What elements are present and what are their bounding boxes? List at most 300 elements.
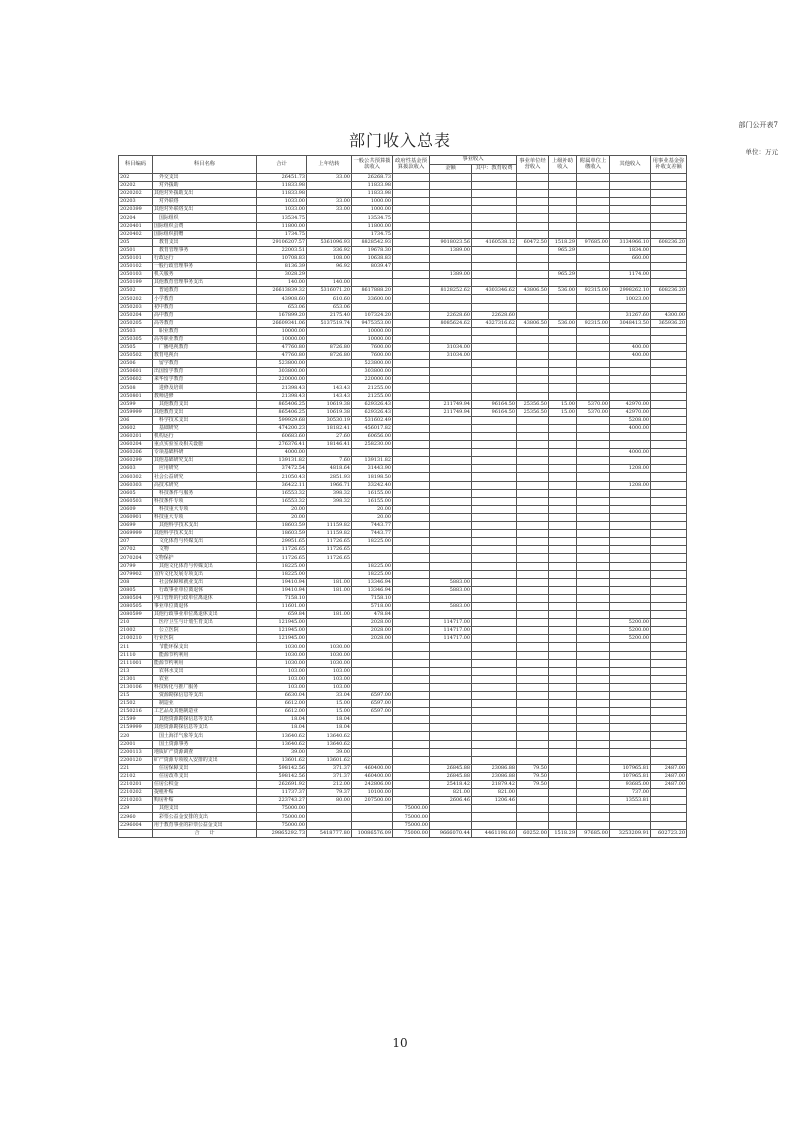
cell-code: 2200113 <box>119 748 153 756</box>
cell-name: 科学技术支出 <box>153 416 257 424</box>
cell-carryover: 10619.38 <box>307 400 352 408</box>
cell-of-which <box>472 489 517 497</box>
cell-name: 行政运行 <box>153 254 257 262</box>
cell-total: 47760.80 <box>257 343 307 351</box>
cell-name: 应用研究 <box>153 465 257 473</box>
cell-affiliated <box>577 724 610 732</box>
cell-unit-operating: 60252.00 <box>517 829 549 837</box>
cell-fund-use <box>651 570 687 578</box>
cell-total: 18225.00 <box>257 562 307 570</box>
cell-gov-fund <box>393 611 430 619</box>
cell-amount <box>430 732 472 740</box>
cell-affiliated <box>577 254 610 262</box>
cell-unit-operating <box>517 327 549 335</box>
cell-of-which <box>472 271 517 279</box>
cell-fund-use <box>651 805 687 813</box>
cell-unit-operating: 25356.50 <box>517 408 549 416</box>
cell-gov-fund <box>393 562 430 570</box>
header-affiliated: 附属单位上缴收入 <box>577 156 610 174</box>
cell-gov-fund <box>393 311 430 319</box>
cell-name: 普通教育 <box>153 287 257 295</box>
cell-other <box>610 586 651 594</box>
cell-affiliated <box>577 198 610 206</box>
cell-carryover: 30530.19 <box>307 416 352 424</box>
cell-affiliated <box>577 700 610 708</box>
cell-amount <box>430 716 472 724</box>
cell-affiliated <box>577 441 610 449</box>
cell-unit-operating <box>517 602 549 610</box>
cell-other <box>610 821 651 829</box>
cell-of-which <box>472 465 517 473</box>
cell-gov-fund <box>393 692 430 700</box>
cell-gov-fund <box>393 206 430 214</box>
cell-affiliated <box>577 311 610 319</box>
cell-fund-use <box>651 578 687 586</box>
cell-of-which <box>472 554 517 562</box>
cell-affiliated <box>577 263 610 271</box>
table-row <box>119 408 687 416</box>
cell-unit-operating: 79.50 <box>517 772 549 780</box>
cell-superior-subsidy <box>549 683 577 691</box>
table-row <box>119 505 687 513</box>
cell-name: 节能环保支出 <box>153 643 257 651</box>
cell-gov-fund <box>393 772 430 780</box>
cell-amount: 8128252.62 <box>430 287 472 295</box>
table-row <box>119 764 687 772</box>
cell-gov-fund <box>393 376 430 384</box>
cell-affiliated <box>577 578 610 586</box>
cell-affiliated <box>577 449 610 457</box>
cell-total: 6612.00 <box>257 700 307 708</box>
cell-of-which <box>472 594 517 602</box>
cell-amount <box>430 651 472 659</box>
cell-carryover: 4818.64 <box>307 465 352 473</box>
cell-amount <box>430 368 472 376</box>
cell-name: 其他对外联络支出 <box>153 206 257 214</box>
cell-gov-fund <box>393 546 430 554</box>
cell-carryover: 33.00 <box>307 174 352 182</box>
cell-of-which: 4461198.60 <box>472 829 517 837</box>
cell-name: 其他科学技术支出 <box>153 530 257 538</box>
cell-amount <box>430 813 472 821</box>
cell-general-budget: 16155.00 <box>352 489 393 497</box>
cell-other <box>610 335 651 343</box>
cell-carryover <box>307 821 352 829</box>
cell-total: 26609341.06 <box>257 319 307 327</box>
cell-of-which <box>472 497 517 505</box>
cell-general-budget: 8039.47 <box>352 263 393 271</box>
cell-gov-fund <box>393 263 430 271</box>
cell-carryover <box>307 635 352 643</box>
cell-code: 21502 <box>119 700 153 708</box>
cell-name: 高中教育 <box>153 311 257 319</box>
cell-gov-fund <box>393 602 430 610</box>
cell-code: 22001 <box>119 740 153 748</box>
cell-name: 小学教育 <box>153 295 257 303</box>
cell-total: 140.00 <box>257 279 307 287</box>
cell-name: 矿产资源专项收入安排的支出 <box>153 756 257 764</box>
cell-gov-fund <box>393 586 430 594</box>
cell-code: 2020202 <box>119 190 153 198</box>
cell-total: 1033.00 <box>257 198 307 206</box>
cell-fund-use <box>651 481 687 489</box>
cell-affiliated <box>577 635 610 643</box>
cell-general-budget: 6597.00 <box>352 700 393 708</box>
cell-name: 国际组织 <box>153 214 257 222</box>
table-row <box>119 489 687 497</box>
cell-other <box>610 602 651 610</box>
cell-unit-operating <box>517 635 549 643</box>
cell-general-budget: 7600.00 <box>352 343 393 351</box>
cell-fund-use <box>651 449 687 457</box>
cell-superior-subsidy <box>549 182 577 190</box>
cell-other: 3048413.50 <box>610 319 651 327</box>
cell-affiliated <box>577 505 610 513</box>
cell-fund-use <box>651 198 687 206</box>
cell-total: 220000.00 <box>257 376 307 384</box>
cell-unit-operating <box>517 465 549 473</box>
cell-amount <box>430 821 472 829</box>
cell-other <box>610 489 651 497</box>
cell-code: 20204 <box>119 214 153 222</box>
cell-other: 31267.60 <box>610 311 651 319</box>
cell-fund-use <box>651 473 687 481</box>
cell-amount: 5883.00 <box>430 578 472 586</box>
cell-affiliated <box>577 457 610 465</box>
table-row <box>119 586 687 594</box>
cell-code: 20508 <box>119 384 153 392</box>
cell-of-which <box>472 530 517 538</box>
cell-name: 高技术研究 <box>153 481 257 489</box>
cell-unit-operating <box>517 700 549 708</box>
cell-unit-operating <box>517 724 549 732</box>
cell-amount <box>430 643 472 651</box>
cell-gov-fund <box>393 368 430 376</box>
table-row <box>119 602 687 610</box>
cell-other <box>610 206 651 214</box>
cell-amount: 211749.94 <box>430 408 472 416</box>
cell-amount <box>430 254 472 262</box>
cell-superior-subsidy <box>549 538 577 546</box>
cell-affiliated: 5370.00 <box>577 408 610 416</box>
cell-name: 其他教育支出 <box>153 400 257 408</box>
cell-total: 16553.32 <box>257 489 307 497</box>
cell-other: 5200.00 <box>610 635 651 643</box>
cell-fund-use <box>651 303 687 311</box>
cell-of-which <box>472 651 517 659</box>
cell-affiliated <box>577 182 610 190</box>
cell-fund-use <box>651 230 687 238</box>
cell-other: 2998262.10 <box>610 287 651 295</box>
cell-of-which <box>472 643 517 651</box>
cell-unit-operating <box>517 230 549 238</box>
table-row <box>119 797 687 805</box>
cell-unit-operating <box>517 497 549 505</box>
cell-amount <box>430 594 472 602</box>
cell-of-which <box>472 263 517 271</box>
cell-of-which: 96164.50 <box>472 408 517 416</box>
cell-fund-use <box>651 675 687 683</box>
cell-unit-operating <box>517 335 549 343</box>
cell-fund-use <box>651 392 687 400</box>
table-row <box>119 335 687 343</box>
cell-general-budget: 460400.00 <box>352 772 393 780</box>
cell-superior-subsidy <box>549 327 577 335</box>
cell-total: 18.04 <box>257 724 307 732</box>
cell-unit-operating <box>517 756 549 764</box>
cell-code: 21301 <box>119 675 153 683</box>
cell-code: 2020399 <box>119 206 153 214</box>
cell-affiliated <box>577 230 610 238</box>
cell-superior-subsidy <box>549 198 577 206</box>
cell-amount <box>430 805 472 813</box>
cell-affiliated: 97685.00 <box>577 238 610 246</box>
table-row <box>119 303 687 311</box>
cell-amount: 1389.00 <box>430 271 472 279</box>
cell-code: 2050601 <box>119 368 153 376</box>
cell-fund-use <box>651 254 687 262</box>
cell-carryover: 15.00 <box>307 700 352 708</box>
cell-gov-fund <box>393 578 430 586</box>
cell-fund-use <box>651 619 687 627</box>
cell-fund-use <box>651 659 687 667</box>
cell-gov-fund <box>393 433 430 441</box>
table-row <box>119 578 687 586</box>
cell-general-budget: 26268.73 <box>352 174 393 182</box>
cell-gov-fund <box>393 489 430 497</box>
table-row <box>119 716 687 724</box>
cell-superior-subsidy <box>549 384 577 392</box>
cell-superior-subsidy: 536.00 <box>549 319 577 327</box>
cell-amount <box>430 756 472 764</box>
cell-carryover: 212.00 <box>307 781 352 789</box>
cell-name: 文物保护 <box>153 554 257 562</box>
table-row <box>119 384 687 392</box>
cell-amount <box>430 748 472 756</box>
header-unit-operating: 事业单位经营收入 <box>517 156 549 174</box>
table-row <box>119 246 687 254</box>
cell-superior-subsidy <box>549 821 577 829</box>
cell-amount: 26845.88 <box>430 772 472 780</box>
cell-affiliated <box>577 659 610 667</box>
cell-name: 国土海洋气象等支出 <box>153 732 257 740</box>
cell-other: 1208.00 <box>610 465 651 473</box>
table-row <box>119 206 687 214</box>
cell-fund-use <box>651 271 687 279</box>
cell-of-which <box>472 343 517 351</box>
cell-general-budget: 20.00 <box>352 505 393 513</box>
cell-amount <box>430 384 472 392</box>
cell-carryover: 103.00 <box>307 667 352 675</box>
cell-total: 6612.00 <box>257 708 307 716</box>
table-row <box>119 497 687 505</box>
cell-fund-use <box>651 408 687 416</box>
cell-total: 16553.32 <box>257 497 307 505</box>
cell-superior-subsidy <box>549 602 577 610</box>
cell-gov-fund <box>393 230 430 238</box>
cell-general-budget: 10638.83 <box>352 254 393 262</box>
cell-affiliated <box>577 740 610 748</box>
cell-total: 10000.00 <box>257 327 307 335</box>
cell-fund-use <box>651 214 687 222</box>
cell-affiliated: 5370.00 <box>577 400 610 408</box>
cell-code <box>119 829 153 837</box>
cell-code: 2060503 <box>119 497 153 505</box>
cell-carryover: 143.43 <box>307 392 352 400</box>
cell-total: 139131.82 <box>257 457 307 465</box>
table-row <box>119 319 687 327</box>
cell-affiliated <box>577 619 610 627</box>
cell-carryover: 33.00 <box>307 206 352 214</box>
cell-name: 对外援助 <box>153 182 257 190</box>
cell-gov-fund <box>393 513 430 521</box>
cell-of-which: 23086.88 <box>472 772 517 780</box>
cell-gov-fund <box>393 465 430 473</box>
cell-total: 598142.56 <box>257 764 307 772</box>
cell-affiliated <box>577 797 610 805</box>
cell-total: 75000.00 <box>257 813 307 821</box>
cell-fund-use <box>651 611 687 619</box>
cell-fund-use <box>651 174 687 182</box>
cell-general-budget: 7443.77 <box>352 522 393 530</box>
cell-total: 22003.51 <box>257 246 307 254</box>
cell-code: 20609 <box>119 505 153 513</box>
cell-total: 121945.00 <box>257 619 307 627</box>
cell-total: 26613839.32 <box>257 287 307 295</box>
page-title: 部门收入总表 <box>348 131 451 150</box>
cell-total: 37472.54 <box>257 465 307 473</box>
cell-gov-fund <box>393 554 430 562</box>
cell-general-budget: 478.84 <box>352 611 393 619</box>
table-row <box>119 724 687 732</box>
cell-of-which <box>472 546 517 554</box>
cell-name: 基础研究 <box>153 424 257 432</box>
cell-other: 5200.00 <box>610 619 651 627</box>
cell-carryover: 181.00 <box>307 611 352 619</box>
cell-superior-subsidy <box>549 667 577 675</box>
cell-other <box>610 805 651 813</box>
cell-fund-use <box>651 505 687 513</box>
table-row <box>119 352 687 360</box>
cell-amount: 5883.00 <box>430 602 472 610</box>
cell-unit-operating <box>517 376 549 384</box>
cell-unit-operating <box>517 416 549 424</box>
cell-gov-fund <box>393 473 430 481</box>
cell-other <box>610 651 651 659</box>
cell-carryover: 5316071.20 <box>307 287 352 295</box>
header-of-which: 其中：教育收费 <box>472 165 517 174</box>
cell-general-budget <box>352 303 393 311</box>
cell-unit-operating <box>517 675 549 683</box>
cell-of-which: 4303346.62 <box>472 287 517 295</box>
cell-total: 167899.20 <box>257 311 307 319</box>
cell-other <box>610 554 651 562</box>
cell-gov-fund <box>393 416 430 424</box>
cell-gov-fund <box>393 174 430 182</box>
cell-fund-use <box>651 538 687 546</box>
cell-fund-use <box>651 368 687 376</box>
cell-carryover <box>307 813 352 821</box>
cell-superior-subsidy <box>549 813 577 821</box>
cell-amount <box>430 481 472 489</box>
table-row <box>119 465 687 473</box>
cell-other <box>610 360 651 368</box>
table-row <box>119 295 687 303</box>
cell-fund-use: 608236.20 <box>651 287 687 295</box>
cell-total: 13640.62 <box>257 732 307 740</box>
cell-total: 11601.00 <box>257 602 307 610</box>
cell-name: 制造业 <box>153 700 257 708</box>
table-row <box>119 416 687 424</box>
cell-of-which <box>472 602 517 610</box>
cell-of-which <box>472 254 517 262</box>
cell-total: 18603.59 <box>257 530 307 538</box>
cell-superior-subsidy <box>549 781 577 789</box>
header-name: 科目名称 <box>153 156 257 174</box>
cell-gov-fund <box>393 651 430 659</box>
cell-carryover: 1030.00 <box>307 643 352 651</box>
cell-fund-use <box>651 335 687 343</box>
cell-affiliated: 92315.00 <box>577 319 610 327</box>
cell-name: 教育管理事务 <box>153 246 257 254</box>
cell-carryover: 39.00 <box>307 748 352 756</box>
cell-general-budget <box>352 546 393 554</box>
cell-total: 75000.00 <box>257 821 307 829</box>
cell-of-which <box>472 748 517 756</box>
cell-code: 21110 <box>119 651 153 659</box>
cell-carryover: 15.00 <box>307 708 352 716</box>
cell-general-budget <box>352 675 393 683</box>
cell-total: 18225.00 <box>257 570 307 578</box>
cell-unit-operating <box>517 513 549 521</box>
cell-unit-operating <box>517 368 549 376</box>
cell-other: 3253209.91 <box>610 829 651 837</box>
cell-general-budget: 21255.00 <box>352 392 393 400</box>
cell-amount <box>430 327 472 335</box>
cell-carryover <box>307 449 352 457</box>
cell-gov-fund <box>393 408 430 416</box>
cell-of-which <box>472 522 517 530</box>
cell-gov-fund <box>393 635 430 643</box>
cell-fund-use <box>651 433 687 441</box>
cell-general-budget: 13346.94 <box>352 578 393 586</box>
cell-carryover: 11726.65 <box>307 538 352 546</box>
cell-gov-fund <box>393 481 430 489</box>
income-summary-table <box>118 155 687 838</box>
cell-superior-subsidy: 1518.29 <box>549 238 577 246</box>
cell-general-budget: 629326.43 <box>352 400 393 408</box>
cell-superior-subsidy <box>549 789 577 797</box>
cell-affiliated <box>577 360 610 368</box>
cell-code: 205 <box>119 238 153 246</box>
cell-other <box>610 497 651 505</box>
cell-of-which <box>472 683 517 691</box>
cell-fund-use <box>651 594 687 602</box>
cell-fund-use <box>651 343 687 351</box>
cell-superior-subsidy <box>549 368 577 376</box>
table-row <box>119 611 687 619</box>
cell-of-which: 1206.46 <box>472 797 517 805</box>
cell-code: 2050305 <box>119 335 153 343</box>
table-row <box>119 546 687 554</box>
cell-carryover <box>307 627 352 635</box>
cell-fund-use: 365936.20 <box>651 319 687 327</box>
cell-code: 2050204 <box>119 311 153 319</box>
cell-fund-use <box>651 457 687 465</box>
cell-unit-operating <box>517 546 549 554</box>
cell-unit-operating <box>517 659 549 667</box>
cell-other: 400.00 <box>610 343 651 351</box>
